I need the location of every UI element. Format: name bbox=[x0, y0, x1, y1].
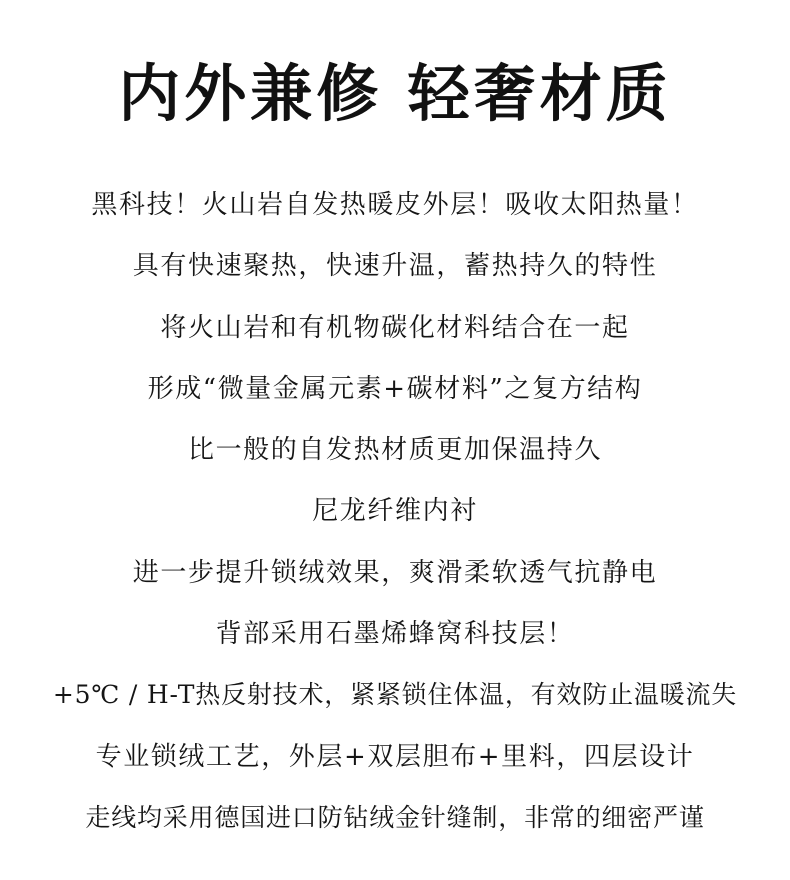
description-line-11: 走线均采用德国进口防钻绒金针缝制，非常的细密严谨 bbox=[85, 802, 705, 832]
description-line-4: 形成“微量金属元素+碳材料”之复方结构 bbox=[147, 373, 643, 404]
description-line-7: 进一步提升锁绒效果，爽滑柔软透气抗静电 bbox=[132, 557, 658, 588]
description-line-9: +5℃ / H-T热反射技术，紧紧锁住体温，有效防止温暖流失 bbox=[52, 680, 738, 710]
description-line-10: 专业锁绒工艺，外层+双层胆布+里料，四层设计 bbox=[95, 741, 695, 772]
description-line-6: 尼龙纤维内衬 bbox=[312, 496, 478, 527]
description-line-5: 比一般的自发热材质更加保温持久 bbox=[187, 435, 602, 466]
description-line-2: 具有快速聚热，快速升温，蓄热持久的特性 bbox=[132, 251, 658, 282]
page-title: 内外兼修 轻奢材质 bbox=[118, 57, 672, 130]
description-line-3: 将火山岩和有机物碳化材料结合在一起 bbox=[160, 312, 630, 343]
description-line-8: 背部采用石墨烯蜂窝科技层！ bbox=[215, 619, 575, 650]
description-line-1: 黑科技！火山岩自发热暖皮外层！吸收太阳热量！ bbox=[91, 190, 699, 220]
feature-description-list bbox=[0, 183, 790, 857]
